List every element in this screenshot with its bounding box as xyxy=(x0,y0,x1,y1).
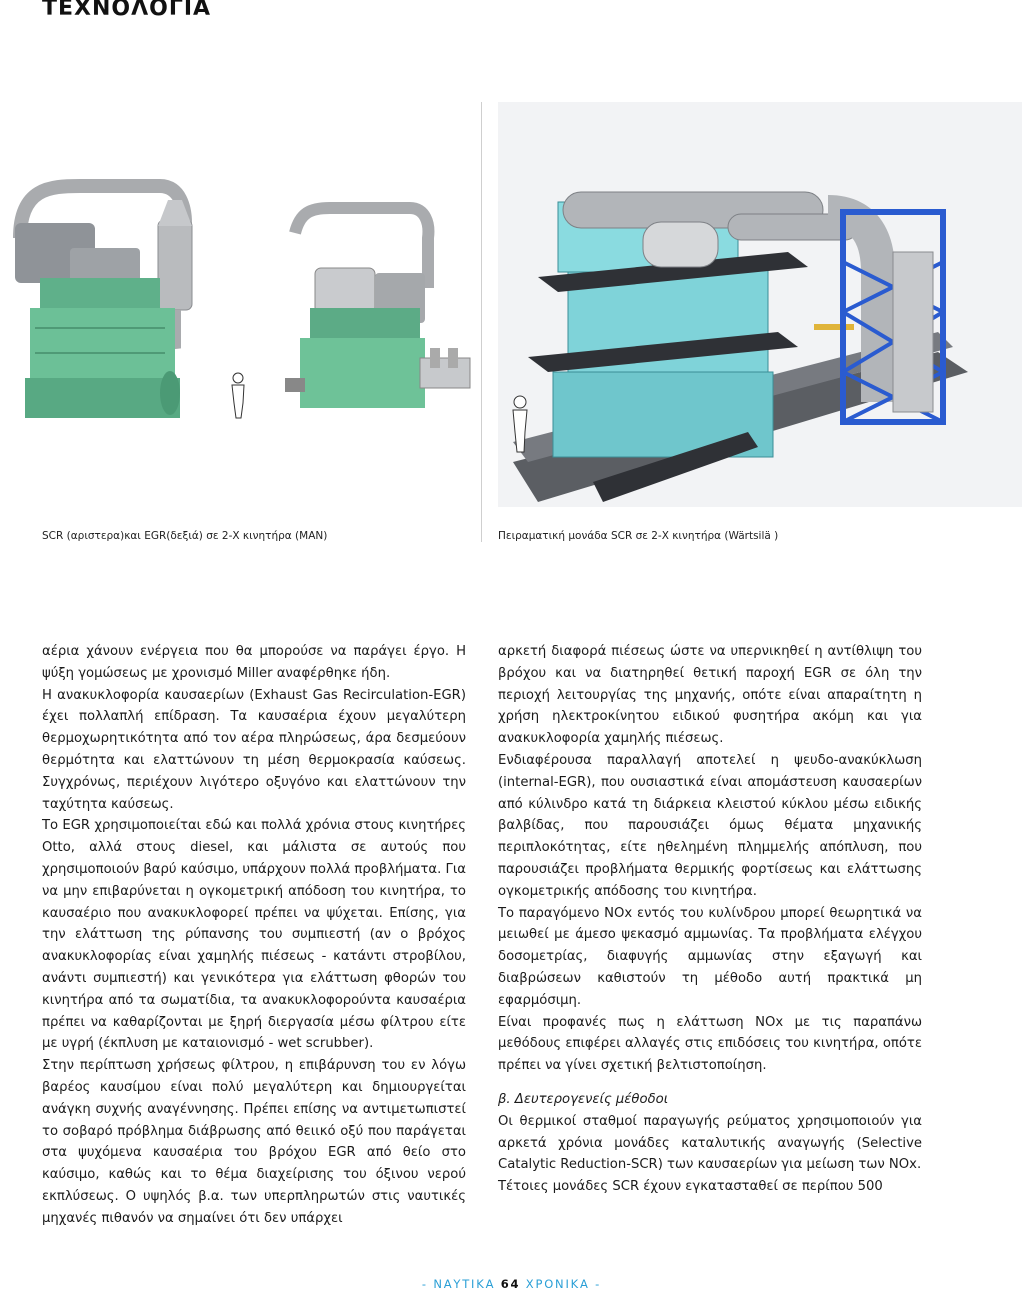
paragraph: αρκετή διαφορά πιέσεως ώστε να υπερνικηθεί η αντίθλιψη του βρόχου και να διατηρηθεί θετική παροχή EGR σε όλη την περιοχή λειτουργίας της μηχανής, οπότε είναι απαραίτητη η χρήση ηλεκτροκίνητου ειδικού φυσητήρα ακόμη και για ανακυκλοφορία χαμηλής πιέσεως. xyxy=(498,644,922,747)
paragraph: Τέτοιες μονάδες SCR έχουν εγκατασταθεί σε περίπου 500 xyxy=(498,1179,883,1195)
figure-divider xyxy=(481,102,482,542)
figure-caption-right: Πειραματική μονάδα SCR σε 2-X κινητήρα (Wärtsilä ) xyxy=(498,530,779,542)
paragraph: Το παραγόμενο NOx εντός του κυλίνδρου μπορεί θεωρητικά να μειωθεί με άμεσο ψεκασμό αμμωνίας. Τα προβλήματα ελέγχου δοσομετρίας, διαφυγής αμμωνίας στην εξαγωγή και διαβρώσεων καθιστούν τη μέθοδο αυτή πρακτικά μη εφαρμόσιμη. xyxy=(498,905,922,1008)
paragraph: Οι θερμικοί σταθμοί παραγωγής ρεύματος χρησιμοποιούν για αρκετά χρόνια μονάδες καταλυτικής αναγωγής (Selective Catalytic Reduction-SCR) των καυσαερίων για μείωση των NOx. xyxy=(498,1113,922,1173)
paragraph: Είναι προφανές πως η ελάττωση NOx με τις παραπάνω μεθόδους επιφέρει αλλαγές στις επιδόσεις του κινητήρα, οπότε πρέπει να γίνει σχετική βελτιστοποίηση. xyxy=(498,1014,922,1074)
paragraph: Το EGR χρησιμοποιείται εδώ και πολλά χρόνια στους κινητήρες Otto, αλλά στους diesel, και μάλιστα σε αυτούς που χρησιμοποιούν βαρύ καύσιμο, υπάρχουν πολλά προβλήματα. Για να μην επιβαρύνεται η ογκομετρική απόδοση του κινητήρα, το καυσαέριο που ανακυκλοφορεί πρέπει να ψύχεται. Επίσης, για την ελάττωση της ρύπανσης του συμπιεστή (αν ο βρόχος ανακυκλοφορίας είναι χαμηλής πιέσεως - κατάντι στροβίλου, ανάντι συμπιεστή) και γενικότερα για ελάττωση φθορών του κινητήρα από τα σωματίδια, τα ανακυκλοφορούντα καυσαέρια πρέπει να καθαρίζονται με ξηρή διεργασία μέσω φίλτρου είτε με υγρή (έκπλυση με καταιονισμό - wet scrubber). xyxy=(42,818,466,1052)
page-footer xyxy=(0,1277,1023,1291)
engine-illustration-left xyxy=(10,178,480,443)
paragraph: αέρια χάνουν ενέργεια που θα μπορούσε να παράγει έργο. Η ψύξη γομώσεως με χρονισμό Miller αναφέρθηκε ήδη. xyxy=(42,644,466,681)
paragraph: Ενδιαφέρουσα παραλλαγή αποτελεί η ψευδο-ανακύκλωση (internal-EGR), που ουσιαστικά είναι απομάστευση καυσαερίων από κύλινδρο κατά τη διάρκεια κλειστού κύκλου μέσω ειδικής βαλβίδας, που παρουσιάζει όμως θέματα μηχανικής περιπλοκότητας, είτε ηθελημένη πλημμελής απόπλυση, που παρουσιάζει προβλήματα θερμικής φορτίσεως και ελάττωσης ογκομετρικής απόδοσης του κινητήρα. xyxy=(498,752,922,899)
paragraph: Στην περίπτωση χρήσεως φίλτρου, η επιβάρυνση του εν λόγω βαρέος καυσίμου είναι πολύ μεγαλύτερη και δημιουργείται ανάγκη συχνής αναγέννησης. Πρέπει επίσης να αντιμετωπιστεί το σοβαρό πρόβλημα διάβρωσης από θειικό οξύ που παράγεται στα ψυχόμενα καυσαέρια του βρόχου EGR από θείο στο καύσιμο, καθώς και το θέμα διαχείρισης του όξινου νερού εκπλύσεως. Ο υψηλός β.α. των υπερπληρωτών στις ναυτικές μηχανές πιθανόν να σημαίνει ότι δεν υπάρχει xyxy=(42,1058,466,1226)
footer-suffix: ΧΡΟΝΙΚΑ - xyxy=(525,1277,602,1291)
figure-caption-left: SCR (αριστερα)και EGR(δεξιά) σε 2-X κινητήρα (MAN) xyxy=(42,530,328,542)
footer-prefix: - ΝΑΥΤΙΚΑ xyxy=(421,1277,496,1291)
article-column-right xyxy=(498,641,922,1198)
paragraph: Η ανακυκλοφορία καυσαερίων (Exhaust Gas Recirculation-EGR) έχει πολλαπλή επίδραση. Τα καυσαέρια έχουν μεγαλύτερη θερμοχωρητικότητα από τον αέρα πληρώσεως, άρα δεσμεύουν θερμότητα και ελαττώνουν τη μέση θερμοκρασία καύσεως. Συγχρόνως, περιέχουν λιγότερο οξυγόνο και ελαττώνουν την ταχύτητα καύσεως. xyxy=(42,687,466,812)
subsection-heading: β. Δευτερογενείς μέθοδοι xyxy=(498,1091,669,1107)
engine-illustration-right xyxy=(498,102,1022,507)
section-title: ΤΕΧΝΟΛΟΓΙΑ xyxy=(42,0,212,21)
article-column-left xyxy=(42,641,466,1230)
page-number: 64 xyxy=(500,1277,521,1291)
